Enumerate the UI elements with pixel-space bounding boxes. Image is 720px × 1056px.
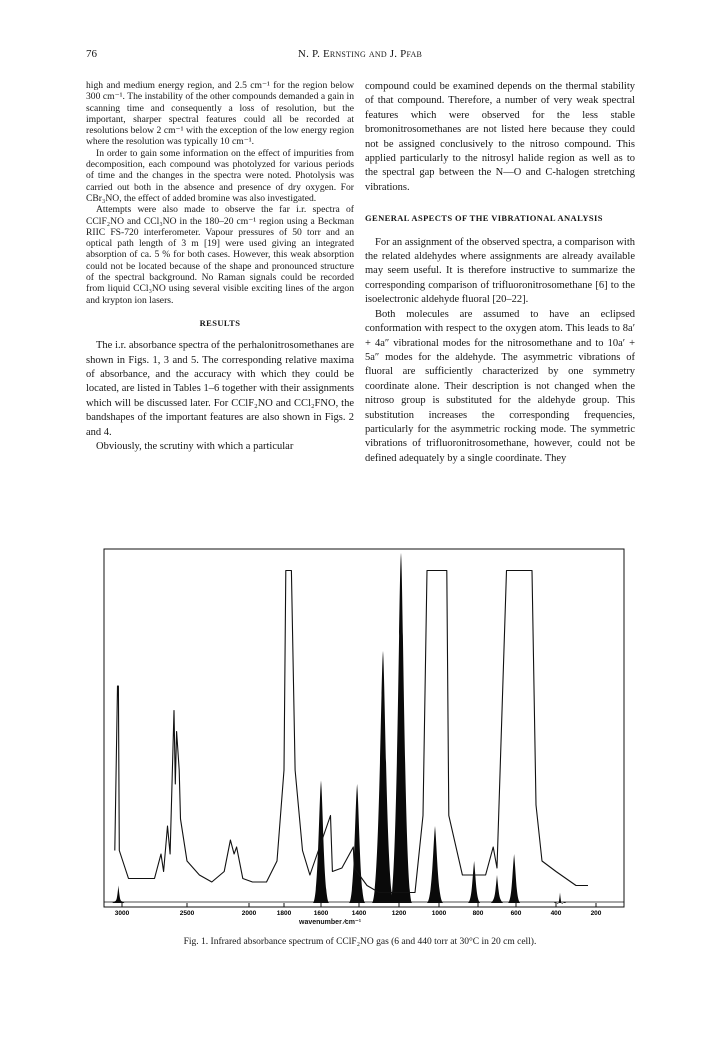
x-axis-label: wavenumber ⁄cm⁻¹ — [299, 919, 362, 925]
x-tick-label: 3000 — [114, 910, 130, 917]
outline-trace — [115, 571, 588, 893]
absorbance-peak — [390, 553, 412, 903]
absorbance-peak — [508, 854, 520, 903]
absorbance-peak — [349, 784, 365, 903]
absorbance-peak — [468, 861, 480, 903]
outline-series — [115, 571, 588, 893]
x-tick-label: 1600 — [313, 910, 329, 917]
paragraph: high and medium energy region, and 2.5 cm⁻¹ for the region below 300 cm⁻¹. The instability of the other compounds demanded a gain in scanning time and consequently a loss of resolution, but the important, sharper spectral features could all be recorded at resolutions below 2 cm⁻¹ with the exception of the low energy region where the resolution was typically 10 cm⁻¹. — [86, 80, 354, 148]
x-tick-label: 2500 — [179, 910, 195, 917]
absorbance-peak — [491, 875, 503, 903]
paragraph: compound could be examined depends on the thermal stability of that compound. Therefore, a number of very weak spectral features which were observed for the less stable bromonitrosomethanes are not listed here because they could not be assigned conclusively to the nitroso compound. This applied particularly to the nitrosyl halide region as well as to the spectral gap between the N—O and C-halogen stretching vibrations. — [365, 81, 635, 193]
x-tick-label: 2000 — [241, 910, 257, 917]
absorbance-peak — [372, 651, 394, 903]
absorbance-peak — [112, 886, 124, 904]
figure-caption: Fig. 1. Infrared absorbance spectrum of CClF₂NO gas (6 and 440 torr at 30°C in 20 cm cell). — [183, 937, 537, 947]
section-heading: GENERAL ASPECTS OF THE VIBRATIONAL ANALYSIS — [365, 213, 603, 224]
x-tick-label: 400 — [550, 910, 562, 917]
filled-absorbance-series — [104, 553, 624, 904]
x-axis-ticks — [115, 903, 602, 917]
x-tick-label: 200 — [590, 910, 602, 917]
page-number: 76 — [86, 48, 97, 60]
paragraph: In order to gain some information on the effect of impurities from decomposition, each compound was photolyzed for various periods of time and the changes in the spectra were noted. Photolysis was carried out both in the absence and presence of dry oxygen. For CBr₃NO, the effect of added bromine was also investigated. — [86, 147, 354, 204]
spectrum-chart — [94, 545, 634, 925]
paragraph: The i.r. absorbance spectra of the perhalonitrosomethanes are shown in Figs. 1, 3 and 5. The corresponding relative maxima of absorbance, and the accuracy with which they could be located, are listed in Tables 1–6 together with their assignments which will be discussed later. For CClF₂NO and CCl₂FNO, the bandshapes of the important features are also shown in Figs. 2 and 4. — [86, 340, 354, 438]
paragraph: For an assignment of the observed spectra, a comparison with the related aldehydes where assignments are already available may seem useful. It is therefore instructive to summarize the corresponding comparison of trifluoronitrosomethane [6] to the isoelectronic aldehyde fluoral [20–22]. — [365, 236, 635, 306]
paragraph: Obviously, the scrutiny with which a particular — [96, 441, 294, 453]
left-column — [86, 80, 354, 454]
x-tick-label: 1800 — [276, 910, 292, 917]
paragraph: Both molecules are assumed to have an eclipsed conformation with respect to the oxygen atom. This leads to 8a′ + 4a″ vibrational modes for the nitrosomethane and to 10a′ + 5a″ modes for the aldehyde. The asymmetric vibrations of fluoral are sufficiently characterized by one symmetry coordinate alone. Their description is not changed when the nitroso group is substituted for the aldehyde group. This substitution increases the corresponding frequencies, particularly for the asymmetric rocking mode. The symmetric vibrations of trifluoronitrosomethane, however, could not be defined adequately by a single coordinate. They — [365, 308, 635, 464]
paragraph: Attempts were also made to observe the far i.r. spectra of CClF₂NO and CCl₃NO in the 180–20 cm⁻¹ region using a Beckman RIIC FS-720 interferometer. Vapour pressures of 50 torr and an optical path length of 3 m [19] were used giving an integrated absorption of ca. 5 % for both cases. However, this weak absorption could not be located because of the shape and pronounced structure of the spectral background. No Raman signals could be recorded from liquid CCl₃NO using several visible exciting lines of the argon and krypton ion lasers. — [86, 204, 354, 306]
x-tick-label: 800 — [472, 910, 484, 917]
section-heading: RESULTS — [199, 317, 241, 328]
x-tick-label: 1200 — [391, 910, 407, 917]
absorbance-peak — [427, 826, 443, 903]
spectrum-figure — [94, 545, 634, 925]
x-tick-label: 1400 — [351, 910, 367, 917]
right-column — [365, 80, 635, 466]
plot-frame — [104, 549, 624, 907]
running-head: N. P. Ernsting and J. Pfab — [297, 48, 423, 60]
x-tick-label: 600 — [510, 910, 522, 917]
x-tick-label: 1000 — [431, 910, 447, 917]
